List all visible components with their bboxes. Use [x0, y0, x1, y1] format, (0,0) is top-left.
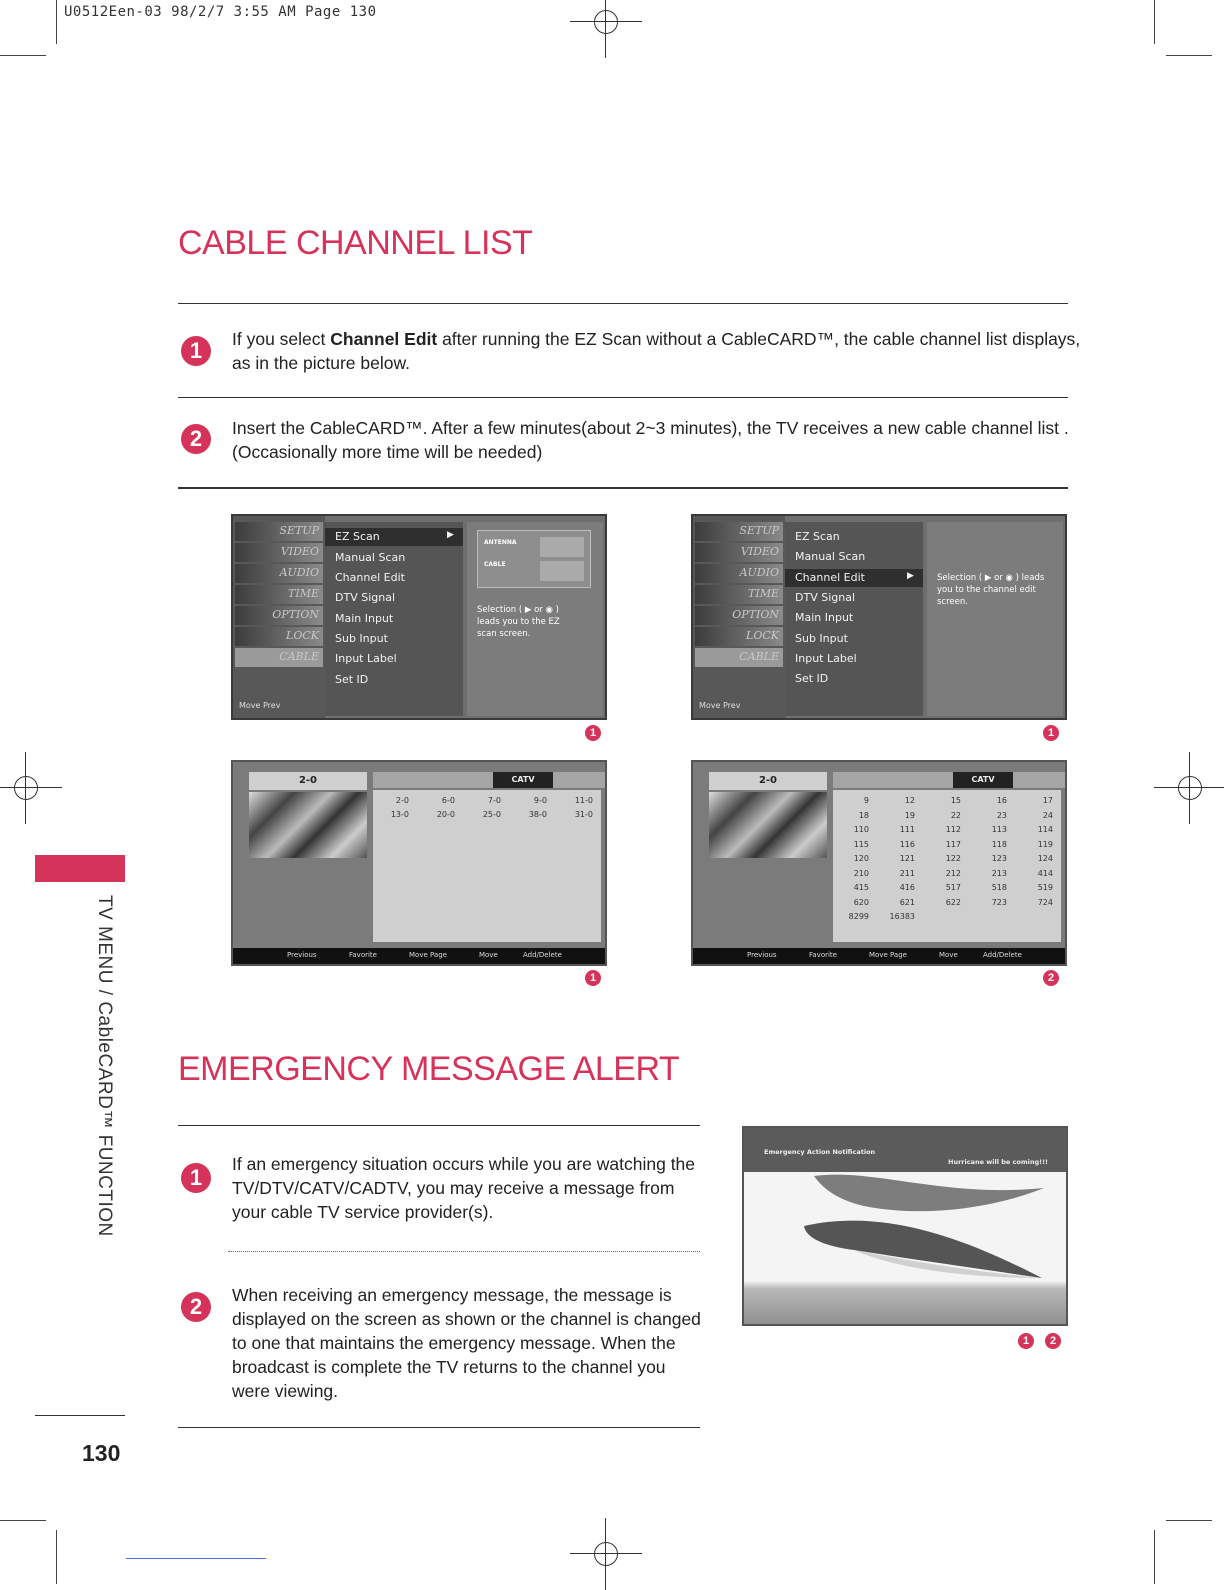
crop-mark [56, 1530, 57, 1584]
channel-cell: 121 [899, 854, 915, 863]
step-2-text: Insert the CableCARD™. After a few minutes(about 2~3 minutes), the TV receives a new cable channel list . (Occasionally more time will be needed) [232, 418, 1069, 462]
menu-item-channel-edit: Channel Edit [795, 571, 865, 584]
channel-cell: 111 [899, 825, 915, 834]
channel-cell: 116 [899, 839, 915, 849]
menu-side-time: TIME [288, 587, 319, 600]
menu-item-channel-edit: Channel Edit [335, 571, 405, 584]
menu-item-dtv-signal: DTV Signal [795, 591, 856, 604]
menu-item-ez-scan: EZ Scan [335, 530, 380, 543]
channel-cell: 414 [1037, 868, 1053, 878]
channel-cell: 17 [1042, 796, 1053, 805]
channel-cell: 621 [899, 897, 915, 907]
channel-cell: 518 [991, 883, 1007, 892]
channel-cell: 25-0 [482, 810, 501, 819]
channel-cell: 416 [899, 883, 915, 892]
crop-mark [1166, 1520, 1212, 1521]
crop-mark [1154, 0, 1155, 44]
tab [433, 772, 493, 788]
channel-cell: 724 [1037, 897, 1053, 907]
menu-arrow-icon: ▶ [907, 571, 914, 581]
channel-cell: 11-0 [574, 796, 593, 805]
menu-item-main-input: Main Input [795, 611, 854, 624]
footer-add-delete: Add/Delete [983, 951, 1022, 959]
cable-menu-list [785, 522, 923, 716]
emergency-banner-title: Emergency Action Notification [764, 1148, 876, 1156]
channel-edit-note: Selection ( ▶ or ◉ ) leads you to the channel edit screen. [937, 573, 1045, 607]
channel-cell: 9 [863, 796, 869, 805]
figure-ref-1: 1 [585, 970, 601, 986]
menu-side-audio: AUDIO [739, 566, 779, 579]
channel-cell: 16 [996, 796, 1007, 805]
figure-ref-2: 2 [1043, 970, 1059, 986]
menu-footer: Move Prev [699, 701, 741, 710]
divider [178, 303, 1068, 304]
menu-item-input-label: Input Label [335, 652, 397, 665]
channel-cell: 723 [991, 897, 1007, 907]
channel-edit-emphasis: Channel Edit [330, 329, 438, 349]
footer-favorite: Favorite [809, 951, 837, 959]
registration-mark [6, 768, 46, 808]
emergency-step-2-text: When receiving an emergency message, the message is displayed on the screen as shown or the channel is changed to one that maintains the emergency message. When the broadcast is complete the TV returns to the channel you were viewing. [232, 1285, 701, 1401]
menu-item-input-label: Input Label [795, 652, 857, 665]
tab [553, 772, 607, 788]
channel-cell: 122 [945, 854, 961, 863]
menu-info-pane [467, 522, 603, 716]
menu-item-manual-scan: Manual Scan [335, 551, 406, 564]
menu-side-setup: SETUP [739, 524, 779, 537]
menu-side-cable: CABLE [279, 650, 319, 663]
channel-cell: 213 [991, 868, 1007, 878]
menu-sidebar [693, 516, 785, 718]
channel-cell: 117 [945, 839, 961, 849]
channel-list-screen-right [691, 760, 1067, 966]
footer-move: Move [479, 951, 498, 959]
channel-cell: 519 [1037, 883, 1053, 892]
emergency-alert-screenshot [742, 1126, 1068, 1326]
footer-move-page: Move Page [409, 951, 447, 959]
chapter-tab [35, 855, 125, 882]
menu-side-option: OPTION [732, 608, 779, 621]
channel-cell: 38-0 [528, 810, 547, 819]
channel-cell: 114 [1037, 825, 1053, 834]
channel-cell: 20-0 [436, 810, 455, 819]
crop-mark [0, 1520, 46, 1521]
channel-cell: 112 [945, 825, 961, 834]
channel-tabs [833, 772, 1061, 788]
channel-cell: 415 [853, 883, 869, 892]
menu-side-video: VIDEO [740, 545, 779, 558]
divider [178, 397, 1068, 398]
current-channel: 2-0 [709, 772, 827, 790]
menu-item-set-id: Set ID [795, 672, 829, 685]
channel-cell: 123 [991, 854, 1007, 863]
channel-table [373, 790, 601, 942]
tv-menu-screen-ez-scan [231, 514, 607, 720]
channel-cell: 8299 [848, 912, 869, 921]
menu-side-setup: SETUP [279, 524, 319, 537]
channel-cell: 211 [899, 868, 915, 878]
video-thumbnail [249, 792, 367, 858]
channel-cell: 119 [1037, 839, 1053, 849]
channel-cell: 13-0 [390, 810, 409, 819]
menu-item-set-id: Set ID [335, 673, 369, 686]
page-number-rule [35, 1415, 125, 1416]
footer-add-delete: Add/Delete [523, 951, 562, 959]
figure-ref-2: 2 [1045, 1333, 1061, 1349]
channel-cell: 24 [1042, 810, 1053, 820]
channel-cell: 16383 [889, 912, 915, 921]
ez-scan-note: Selection ( ▶ or ◉ ) leads you to the EZ scan screen. [477, 605, 560, 639]
channel-cell: 110 [853, 825, 869, 834]
section-title-emergency-message-alert: EMERGENCY MESSAGE ALERT [178, 1050, 680, 1088]
menu-footer: Move Prev [239, 701, 281, 710]
menu-side-time: TIME [748, 587, 779, 600]
tab [893, 772, 953, 788]
dolphin-illustration [744, 1128, 1066, 1324]
menu-side-audio: AUDIO [279, 566, 319, 579]
tab [833, 772, 893, 788]
divider [178, 487, 1068, 489]
antenna-label: ANTENNA [484, 539, 517, 546]
step-1-text: If you select Channel Edit after running the EZ Scan without a CableCARD™, the cable channel list displays, as in the picture below. [232, 329, 1081, 373]
step-number-2: 2 [181, 424, 211, 454]
crop-mark [1154, 1530, 1155, 1584]
menu-item-dtv-signal: DTV Signal [335, 591, 396, 604]
figure-ref-1: 1 [1018, 1333, 1034, 1349]
crop-mark [0, 55, 46, 56]
registration-mark [1170, 768, 1210, 808]
channel-cell: 31-0 [574, 810, 593, 819]
channel-cell: 212 [945, 868, 961, 878]
cable-menu-list [325, 522, 463, 716]
registration-mark [586, 2, 626, 42]
screen-footer-bar [693, 948, 1065, 964]
tv-menu-screen-channel-edit [691, 514, 1067, 720]
step-number-2: 2 [181, 1292, 211, 1322]
emergency-banner-message: Hurricane will be coming!!! [948, 1158, 1049, 1166]
antenna-cable-diagram [477, 530, 591, 588]
menu-item-sub-input: Sub Input [795, 632, 848, 645]
chapter-title-vertical: TV MENU / CableCARD™ FUNCTION [94, 895, 115, 1237]
channel-cell: 622 [945, 897, 961, 907]
menu-item-ez-scan: EZ Scan [795, 530, 840, 543]
menu-arrow-icon: ▶ [447, 530, 454, 540]
cable-label: CABLE [484, 561, 506, 568]
footer-previous: Previous [747, 951, 777, 959]
menu-side-option: OPTION [272, 608, 319, 621]
channel-cell: 2-0 [395, 796, 409, 805]
channel-list-screen-left [231, 760, 607, 966]
footer-link-line [126, 1558, 266, 1559]
menu-sidebar [233, 516, 325, 718]
channel-cell: 210 [853, 868, 869, 878]
section-title-cable-channel-list: CABLE CHANNEL LIST [178, 224, 533, 262]
channel-cell: 18 [858, 810, 869, 820]
step-number-1: 1 [181, 336, 211, 366]
channel-cell: 22 [950, 810, 961, 820]
dotted-divider [228, 1251, 700, 1252]
footer-move-page: Move Page [869, 951, 907, 959]
video-thumbnail [709, 792, 827, 858]
channel-cell: 19 [904, 810, 915, 820]
channel-cell: 6-0 [441, 796, 455, 805]
footer-previous: Previous [287, 951, 317, 959]
channel-cell: 517 [945, 883, 961, 892]
channel-cell: 620 [853, 897, 869, 907]
menu-info-pane [927, 522, 1063, 716]
tab [1013, 772, 1067, 788]
menu-item-manual-scan: Manual Scan [795, 550, 866, 563]
footer-move: Move [939, 951, 958, 959]
crop-mark [56, 0, 57, 44]
channel-cell: 12 [904, 796, 915, 805]
channel-cell: 9-0 [533, 796, 547, 805]
crop-mark [1166, 55, 1212, 56]
screen-footer-bar [233, 948, 605, 964]
menu-side-lock: LOCK [286, 629, 319, 642]
divider [178, 1427, 700, 1428]
channel-cell: 15 [950, 796, 961, 805]
page-number: 130 [82, 1440, 121, 1466]
figure-ref-1: 1 [1043, 725, 1059, 741]
current-channel: 2-0 [249, 772, 367, 790]
channel-cell: 124 [1037, 854, 1053, 863]
menu-side-video: VIDEO [280, 545, 319, 558]
tab [373, 772, 433, 788]
tab-catv: CATV [953, 772, 1013, 788]
emergency-step-1-text: If an emergency situation occurs while you are watching the TV/DTV/CATV/CADTV, you may receive a message from your cable TV service provider(s). [232, 1154, 696, 1222]
tab-catv: CATV [493, 772, 553, 788]
channel-cell: 118 [991, 839, 1007, 849]
menu-side-cable: CABLE [739, 650, 779, 663]
print-header: U0512Een-03 98/2/7 3:55 AM Page 130 [64, 4, 377, 20]
footer-favorite: Favorite [349, 951, 377, 959]
channel-cell: 23 [996, 810, 1007, 820]
channel-tabs [373, 772, 601, 788]
registration-mark [586, 1534, 626, 1574]
channel-cell: 115 [853, 839, 869, 849]
channel-cell: 113 [991, 825, 1007, 834]
menu-side-lock: LOCK [746, 629, 779, 642]
menu-item-main-input: Main Input [335, 612, 394, 625]
step-number-1: 1 [181, 1163, 211, 1193]
channel-table [833, 790, 1061, 942]
channel-cell: 7-0 [487, 796, 501, 805]
figure-ref-1: 1 [585, 725, 601, 741]
divider [178, 1125, 700, 1126]
menu-item-sub-input: Sub Input [335, 632, 388, 645]
channel-cell: 120 [853, 854, 869, 863]
